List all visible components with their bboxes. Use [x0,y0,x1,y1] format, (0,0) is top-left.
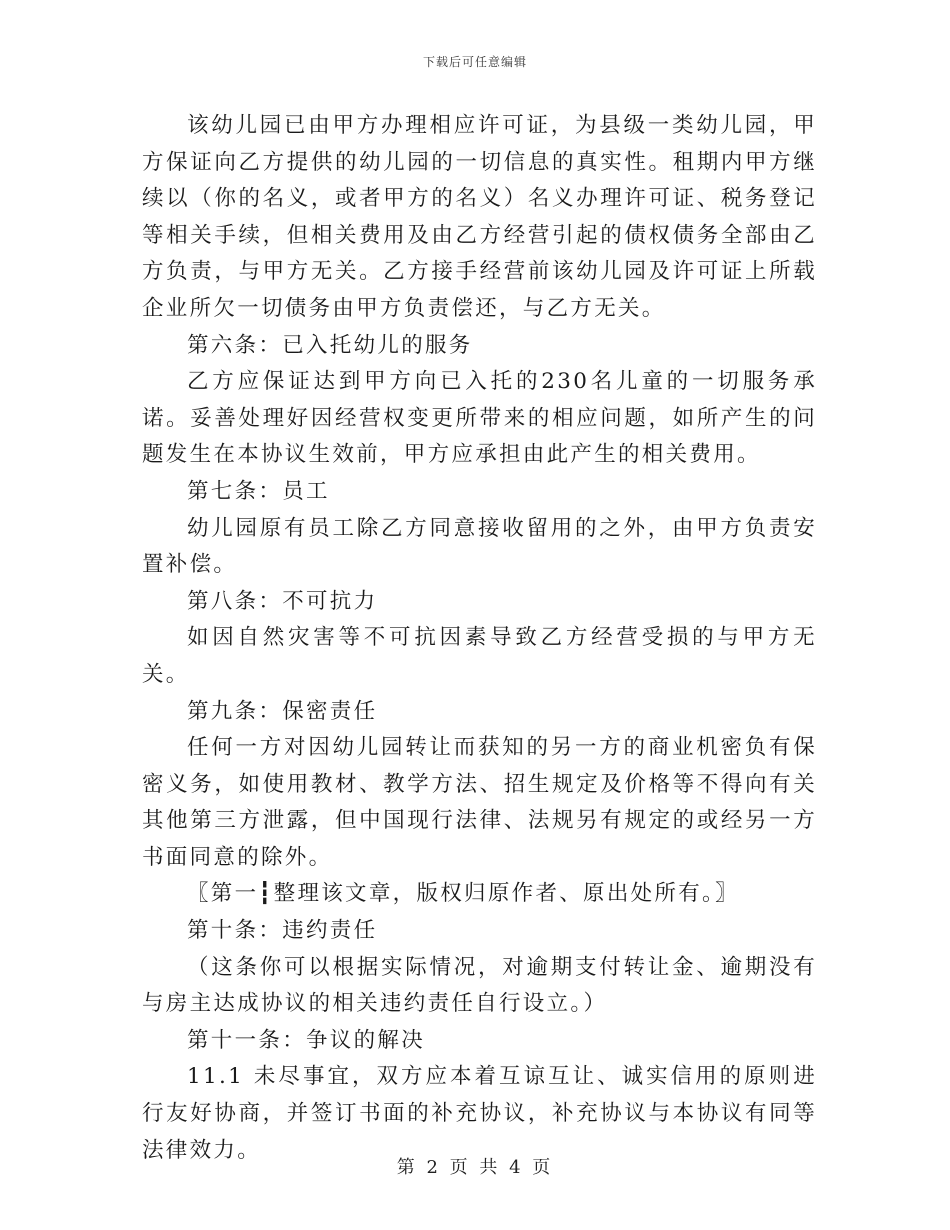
paragraph-article-8: 如因自然灾害等不可抗因素导致乙方经营受损的与甲方无关。 [142,625,817,687]
heading-article-8: 第八条：不可抗力 [187,588,378,614]
paragraph-article-6: 乙方应保证达到甲方向已入托的230名儿童的一切服务承诺。妥善处理好因经营权变更所带来的相应问题，如所产生的问题发生在本协议生效前，甲方应承担由此产生的相关费用。 [142,369,817,468]
copyright-note: 〖第一┇整理该文章，版权归原作者、原出处所有。〗 [187,881,739,907]
paragraph-article-11-1: 11.1 未尽事宜，双方应本着互谅互让、诚实信用的原则进行友好协商，并签订书面的补充协议，补充协议与本协议有同等法律效力。 [142,1064,817,1163]
heading-article-7: 第七条：员工 [187,478,330,504]
heading-article-11: 第十一条：争议的解决 [187,1027,426,1053]
paragraph-article-7: 幼儿园原有员工除乙方同意接收留用的之外，由甲方负责安置补偿。 [142,515,817,578]
document-body [142,108,817,1169]
page-number-footer: 第 2 页 共 4 页 [396,1157,554,1178]
paragraph-license-info: 该幼儿园已由甲方办理相应许可证，为县级一类幼儿园，甲方保证向乙方提供的幼儿园的一切信息的真实性。租期内甲方继续以（你的名义，或者甲方的名义）名义办理许可证、税务登记等相关手续，但相关费用及由乙方经营引起的债权债务全部由乙方负责，与甲方无关。乙方接手经营前该幼儿园及许可证上所载企业所欠一切债务由甲方负责偿还，与乙方无关。 [142,113,817,321]
heading-article-6: 第六条：已入托幼儿的服务 [187,332,473,358]
heading-article-10: 第十条：违约责任 [187,918,378,944]
header-note: 下载后可任意编辑 [422,55,527,69]
paragraph-article-10: （这条你可以根据实际情况，对逾期支付转让金、逾期没有与房主达成协议的相关违约责任自行设立。） [142,954,817,1017]
heading-article-9: 第九条：保密责任 [187,698,378,724]
paragraph-article-9: 任何一方对因幼儿园转让而获知的另一方的商业机密负有保密义务，如使用教材、教学方法、招生规定及价格等不得向有关其他第三方泄露，但中国现行法律、法规另有规定的或经另一方书面同意的除外。 [142,735,817,870]
